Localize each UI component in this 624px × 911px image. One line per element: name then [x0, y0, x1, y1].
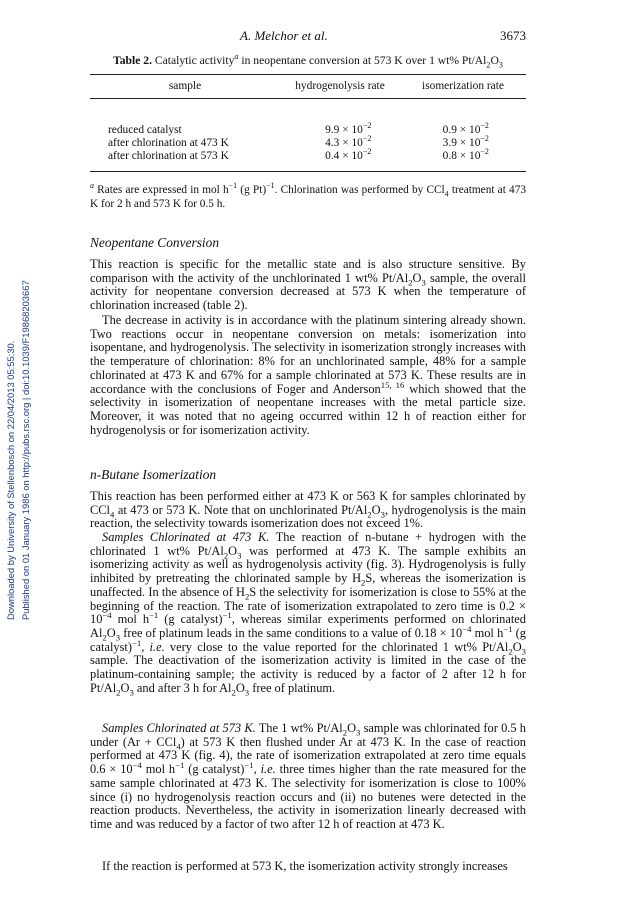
- running-head: [90, 28, 526, 44]
- table-body: [90, 121, 526, 163]
- publication-notice: Published on 01 January 1986 on http://pubs.rsc.org | doi:10.1039/F19868203667: [20, 280, 31, 620]
- table-row: [90, 137, 526, 150]
- table-row: [90, 150, 526, 163]
- download-sidebar: [4, 200, 44, 620]
- cell-hydrogenolysis-rate: $9.9 \times 10^{-2}$: [325, 121, 372, 136]
- paragraph: This reaction has been performed either at 473 K or 563 K for samples chlorinated by CCl$_4$ at 473 or 573 K. Note that on unchlorinated $Pt/Al_2O_3$, hydrogenolysis is the main reaction, the selectivity towards isomerization does not exceed 1%.: [90, 489, 526, 531]
- table-label: Table 2.: [113, 54, 152, 67]
- cell-sample: reduced catalyst: [108, 124, 182, 136]
- column-header-hydrogenolysis: hydrogenolysis rate: [295, 80, 385, 92]
- column-header-isomerization: isomerization rate: [422, 80, 504, 92]
- page-number: 3673: [500, 28, 526, 43]
- paragraph: Samples Chlorinated at 573 K. The 1 wt% $Pt/Al_2O_3$ sample was chlorinated for 0.5 h under (Ar + CCl$_4$) at 573 K then flushed under Ar at 473 K. In the case of reaction performed at 473 K (fig. 4), the rate of isomerization extrapolated at zero time equals $0.6 \times 10^{-4}$ mol $h^{-1}$ (g catalyst)$^{-1}$, i.e. three times higher than the rate measured for the same sample chlorinated at 473 K. The selectivity for isomerization is close to 100% since (i) no hydrogenolysis reaction occurs and (ii) no butenes were detected in the reaction products. Nevertheless, the activity in isomerization linearly decreased with time and was reduced by a factor of two after 12 h of reaction at 473 K.: [90, 721, 526, 831]
- table-header: [90, 78, 526, 94]
- cell-hydrogenolysis-rate: $4.3 \times 10^{-2}$: [325, 134, 372, 149]
- paragraph: If the reaction is performed at 573 K, the isomerization activity strongly increases: [102, 859, 508, 873]
- cell-isomerization-rate: $0.8 \times 10^{-2}$: [442, 147, 489, 162]
- table-top-rule: [90, 74, 526, 75]
- cell-isomerization-rate: $0.9 \times 10^{-2}$: [442, 121, 489, 136]
- paragraph: The decrease in activity is in accordance with the platinum sintering already shown. Two reactions occur in neopentane conversion on metals: isomerization into isopentane, and hydrogenolysis. The selectivity in isomerization strongly increases with the temperature of chlorination: 8% for an unchlorinated sample, 48% for a sample chlorinated at 473 K and 67% for a sample chlorinated at 573 K. These results are in accordance with the conclusions of Foger and Anderson$^{15, 16}$ which showed that the selectivity in isomerization of neopentane increases with the metal particle size. Moreover, it was noted that no ageing occurred within 12 h of reaction either for hydrogenolysis or for isomerization activity.: [90, 313, 526, 437]
- download-notice: Downloaded by University of Stellenbosch on 22/04/2013 05:55:30.: [5, 340, 16, 620]
- table-bottom-rule: [90, 171, 526, 172]
- paragraph: This reaction is specific for the metallic state and is also structure sensitive. By comparison with the activity of the unchlorinated 1 wt% $Pt/Al_2O_3$ sample, the overall activity for neopentane conversion decreased at 573 K when the temperature of chlorination increased (table 2).: [90, 257, 526, 313]
- cell-sample: after chlorination at 573 K: [108, 150, 229, 162]
- section-heading-n-butane: n-Butane Isomerization: [90, 467, 217, 482]
- running-head-authors: A. Melchor et al.: [240, 28, 328, 43]
- paragraph: Samples Chlorinated at 473 K. The reaction of n-butane + hydrogen with the chlorinated 1 wt% $Pt/Al_2O_3$ was performed at 473 K. The sample exhibits an isomerizing activity as well as hydrogenolysis activity (fig. 3). Hydrogenolysis is fully inhibited by pretreating the chlorinated sample by $H_2S$, whereas the isomerization is unaffected. In the absence of $H_2S$ the selectivity for isomerization is close to 55% at the beginning of the reaction. The rate of isomerization extrapolated to zero time is $0.2 \times 10^{-4}$ mol $h^{-1}$ (g catalyst)$^{-1}$, whereas similar experiments performed on chlorinated $Al_2O_3$ free of platinum leads in the same conditions to a value of $0.18 \times 10^{-4}$ mol $h^{-1}$ (g catalyst)$^{-1}$, i.e. very close to the value reported for the chlorinated 1 wt% $Pt/Al_2O_3$ sample. The deactivation of the isomerization activity is limited in the case of the platinum-containing sample; the activity is reduced by a factor of 2 after 12 h for $Pt/Al_2O_3$ and after 3 h for $Al_2O_3$ free of platinum.: [90, 530, 526, 698]
- cell-isomerization-rate: $3.9 \times 10^{-2}$: [442, 134, 489, 149]
- table-row: [90, 124, 526, 137]
- cell-sample: after chlorination at 473 K: [108, 137, 229, 149]
- table-caption: Table 2. Catalytic activity$^a$ in neopentane conversion at 573 K over 1 wt% $Pt/Al_2O_3$: [113, 52, 503, 70]
- table-header-rule: [90, 98, 526, 99]
- table-footnote: $^a$ Rates are expressed in mol $h^{-1}$ (g Pt)$^{-1}$. Chlorination was performed by CCl$_4$ treatment at 473 K for 2 h and 573 K for 0.5 h.: [90, 181, 526, 210]
- cell-hydrogenolysis-rate: $0.4 \times 10^{-2}$: [325, 147, 372, 162]
- section-heading-neopentane: Neopentane Conversion: [90, 235, 220, 250]
- column-header-sample: sample: [168, 80, 202, 92]
